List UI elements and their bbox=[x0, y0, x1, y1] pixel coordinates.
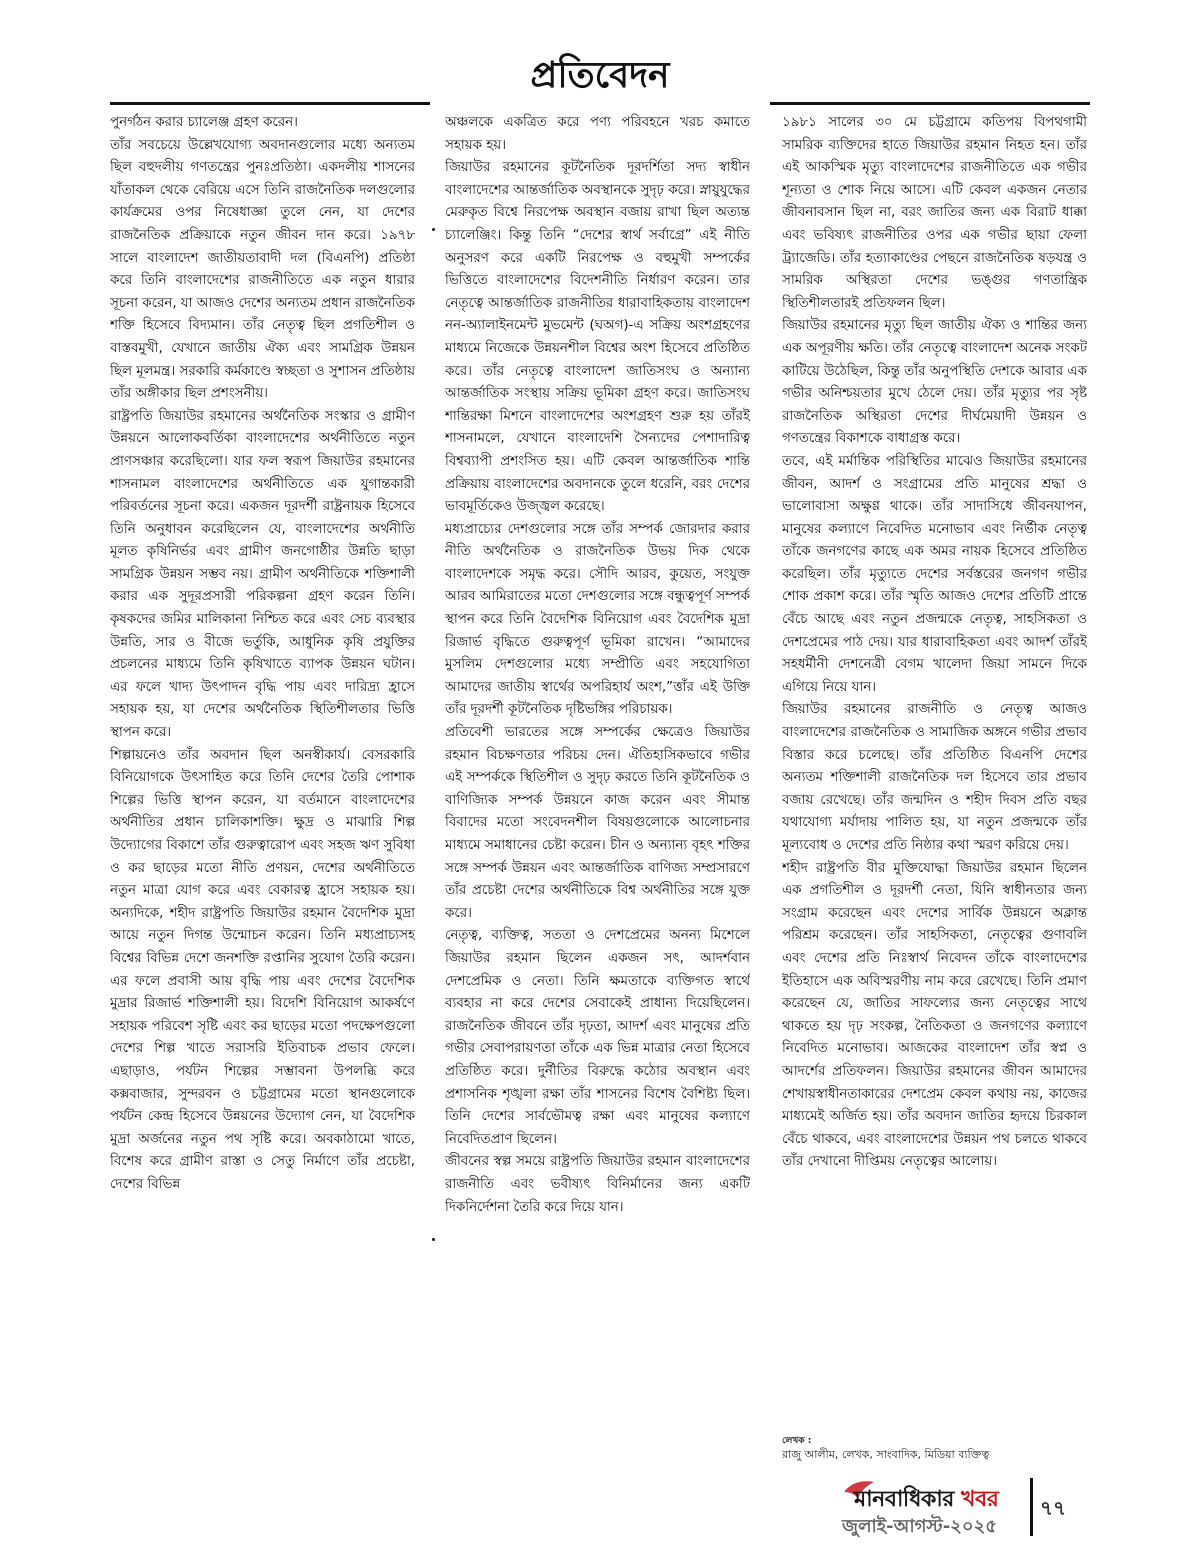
paragraph: প্রতিবেশী ভারতের সঙ্গে সম্পর্কের ক্ষেত্রেও জিয়াউর রহমান বিচক্ষণতার পরিচয় দেন। ঐতিহাসিকভাবে গভীর এই সম্পর্ককে স্থিতিশীল ও সুদৃঢ় করতে তিনি কূটনৈতিক ও বাণিজ্যিক সম্পর্ক উন্নয়নে কাজ করেন এবং সীমান্ত বিবাদের মতো সংবেদনশীল বিষয়গুলোকে আলোচনার মাধ্যমে সমাধানের চেষ্টা করেন। চীন ও অন্যান্য বৃহৎ শক্তির সঙ্গে সম্পর্ক উন্নয়ন এবং আন্তর্জাতিক বাণিজ্য সম্প্রসারণে তাঁর প্রচেষ্টা দেশের অর্থনীতিকে বিশ্ব অর্থনীতির সঙ্গে যুক্ত করে। bbox=[445, 725, 750, 921]
issue-date: জুলাই-আগস্ট-২০২৫ bbox=[842, 1516, 997, 1537]
logo-text-accent: খবর bbox=[961, 1487, 999, 1512]
paragraph: জীবনের স্বল্প সময়ে রাষ্ট্রপতি জিয়াউর রহমান বাংলাদেশের রাজনীতি এবং ভবীষ্যৎ বিনির্মানের জন্য একটি দিকনির্দেশনা তৈরি করে দিয়ে যান। bbox=[445, 1154, 750, 1215]
header-rule-right bbox=[770, 102, 1090, 105]
paragraph: রাষ্ট্রপতি জিয়াউর রহমানের অর্থনৈতিক সংস্কার ও গ্রামীণ উন্নয়নে আলোকবর্তিকা বাংলাদেশের অর্থনীতিতে নতুন প্রাণসঞ্চার করেছিলো। যার ফল স্বরূপ জিয়াউর রহমানের শাসনামল বাংলাদেশের অর্থনীতিতে এক যুগান্তকারী পরিবর্তনের সূচনা করে। একজন দূরদর্শী রাষ্ট্রনায়ক হিসেবে তিনি অনুধাবন করেছিলেন যে, বাংলাদেশের অর্থনীতি মূলত কৃষিনির্ভর এবং গ্রামীণ জনগোষ্ঠীর উন্নতি ছাড়া সামগ্রিক উন্নয়ন সম্ভব নয়। গ্রামীণ অর্থনীতিকে শক্তিশালী করার এক সুদূরপ্রসারী পরিকল্পনা গ্রহণ করেন তিনি। কৃষকদের জমির মালিকানা নিশ্চিত করে এবং সেচ ব্যবস্থার উন্নতি, সার ও বীজে ভর্তুকি, আধুনিক কৃষি প্রযুক্তির প্রচলনের মাধ্যমে তিনি কৃষিখাতে ব্যাপক উন্নয়ন ঘটান। এর ফলে খাদ্য উৎপাদন বৃদ্ধি পায় এবং দারিদ্র্য হ্রাসে সহায়ক হয়, যা দেশের অর্থনৈতিক স্থিতিশীলতার ভিত্তি স্থাপন করে। bbox=[110, 408, 415, 741]
logo-text-main: মানবাধিকার bbox=[854, 1487, 954, 1512]
paragraph: পুনর্গঠন করার চ্যালেঞ্জ গ্রহণ করেন। bbox=[110, 115, 298, 130]
article-body bbox=[110, 112, 1090, 1472]
header-rule-left bbox=[110, 102, 430, 105]
paragraph: নেতৃত্ব, ব্যক্তিত্ব, সততা ও দেশপ্রেমের অনন্য মিশেলে জিয়াউর রহমান ছিলেন একজন সৎ, আদর্শবান দেশপ্রেমিক ও নেতা। তিনি ক্ষমতাকে ব্যক্তিগত স্বার্থে ব্যবহার না করে দেশের সেবাকেই প্রাধান্য দিয়েছিলেন। রাজনৈতিক জীবনে তাঁর দৃঢ়তা, আদর্শ এবং মানুষের প্রতি গভীর সেবাপরায়ণতা তাঁকে এক ভিন্ন মাত্রার নেতা হিসেবে প্রতিষ্ঠিত করে। দুর্নীতির বিরুদ্ধে কঠোর অবস্থান এবং প্রশাসনিক শৃঙ্খলা রক্ষা তাঁর শাসনের বিশেষ বৈশিষ্ট্য ছিল। তিনি দেশের সার্বভৌমত্ব রক্ষা এবং মানুষের কল্যাণে নিবেদিতপ্রাণ ছিলেন। bbox=[445, 928, 750, 1147]
article-column-1 bbox=[110, 112, 415, 1472]
author-label: লেখক : bbox=[782, 1436, 812, 1446]
article-column-3 bbox=[782, 112, 1087, 1472]
author-credit bbox=[782, 1434, 1092, 1462]
page-header bbox=[0, 52, 1200, 108]
paragraph: জিয়াউর রহমানের কূটনৈতিক দূরদর্শিতা সদ্য স্বাধীন বাংলাদেশের আন্তর্জাতিক অবস্থানকে সুদৃঢ় করে। স্নায়ুযুদ্ধের মেরুকৃত বিশ্বে নিরপেক্ষ অবস্থান বজায় রাখা ছিল অত্যন্ত চ্যালেঞ্জিং। কিন্তু তিনি “দেশের স্বার্থ সর্বাগ্রে” এই নীতি অনুসরণ করে একটি নিরপেক্ষ ও বহুমুখী সম্পর্কের ভিত্তিতে বাংলাদেশের বিদেশনীতি নির্ধারণ করেন। তার নেতৃত্বে আন্তর্জাতিক রাজনীতির ধারাবাহিকতায় বাংলাদেশ নন-অ্যালাইনমেন্ট মুভমেন্ট (ঘঅগ)-এ সক্রিয় অংশগ্রহণের মাধ্যমে নিজেকে উন্নয়নশীল বিশ্বের অংশ হিসেবে প্রতিষ্ঠিত করে। তাঁর নেতৃত্বে বাংলাদেশ জাতিসংঘ ও অন্যান্য আন্তর্জাতিক সংস্থায় সক্রিয় ভূমিকা গ্রহণ করে। জাতিসংঘ শান্তিরক্ষা মিশনে বাংলাদেশের অংশগ্রহণ শুরু হয় তাঁরই শাসনামলে, যেখানে বাংলাদেশি সৈন্যদের পেশাদারিত্ব বিশ্বব্যাপী প্রশংসিত হয়। এটি কেবল আন্তর্জাতিক শান্তি প্রক্রিয়ায় বাংলাদেশের অবদানকে তুলে ধরেনি, বরং দেশের ভাবমূর্তিকেও উজ্জ্বল করেছে। bbox=[445, 160, 750, 515]
paragraph: তাঁর সবচেয়ে উল্লেখযোগ্য অবদানগুলোর মধ্যে অন্যতম ছিল বহুদলীয় গণতন্ত্রের পুনঃপ্রতিষ্ঠা। একদলীয় শাসনের যাঁতাকল থেকে বেরিয়ে এসে তিনি রাজনৈতিক দলগুলোর কার্যক্রমের ওপর নিষেধাজ্ঞা তুলে নেন, যা দেশের রাজনৈতিক প্রক্রিয়াকে নতুন জীবন দান করে। ১৯৭৮ সালে বাংলাদেশ জাতীয়তাবাদী দল (বিএনপি) প্রতিষ্ঠা করে তিনি বাংলাদেশের রাজনীতিতে এক নতুন ধারার সূচনা করেন, যা আজও দেশের অন্যতম প্রধান রাজনৈতিক শক্তি হিসেবে বিদ্যমান। তাঁর নেতৃত্ব ছিল প্রগতিশীল ও বাস্তবমুখী, যেখানে জাতীয় ঐক্য এবং সামগ্রিক উন্নয়ন ছিল মূলমন্ত্র। সরকারি কর্মকাণ্ডে স্বচ্ছতা ও সুশাসন প্রতিষ্ঠায় তাঁর অঙ্গীকার ছিল প্রশংসনীয়। bbox=[110, 137, 415, 402]
paragraph: জিয়াউর রহমানের রাজনীতি ও নেতৃত্ব আজও বাংলাদেশের রাজনৈতিক ও সামাজিক অঙ্গনে গভীর প্রভাব বিস্তার করে চলেছে। তাঁর প্রতিষ্ঠিত বিএনপি দেশের অন্যতম শক্তিশালী রাজনৈতিক দল হিসেবে তার প্রভাব বজায় রেখেছে। তাঁর জন্মদিন ও শহীদ দিবস প্রতি বছর যথাযোগ্য মর্যাদায় পালিত হয়, যা নতুন প্রজন্মকে তাঁর মূল্যবোধ ও দেশের প্রতি নিষ্ঠার কথা স্মরণ করিয়ে দেয়। bbox=[782, 702, 1087, 853]
paragraph: শিল্পায়নেও তাঁর অবদান ছিল অনস্বীকার্য। বেসরকারি বিনিয়োগকে উৎসাহিত করে তিনি দেশের তৈরি পোশাক শিল্পের ভিত্তি স্থাপন করেন, যা বর্তমানে বাংলাদেশের অর্থনীতির প্রধান চালিকাশক্তি। ক্ষুদ্র ও মাঝারি শিল্প উদ্যোগের বিকাশে তাঁর গুরুত্বারোপ এবং সহজ ঋণ সুবিধা ও কর ছাড়ের মতো নীতি প্রণয়ন, দেশের অর্থনীতিতে নতুন মাত্রা যোগ করে এবং বেকারত্ব হ্রাসে সহায়ক হয়। অন্যদিকে, শহীদ রাষ্ট্রপতি জিয়াউর রহমান বৈদেশিক মুদ্রা আয়ে নতুন দিগন্ত উন্মোচন করেন। তিনি মধ্যপ্রাচ্যসহ বিশ্বের বিভিন্ন দেশে জনশক্তি রপ্তানির সুযোগ তৈরি করেন। এর ফলে প্রবাসী আয় বৃদ্ধি পায় এবং দেশের বৈদেশিক মুদ্রার রিজার্ভ শক্তিশালী হয়। বিদেশি বিনিয়োগ আকর্ষণে সহায়ক পরিবেশ সৃষ্টি এবং কর ছাড়ের মতো পদক্ষেপগুলো দেশের শিল্প খাতে সরাসরি ইতিবাচক প্রভাব ফেলে। এছাড়াও, পর্যটন শিল্পের সম্ভাবনা উপলব্ধি করে কক্সবাজার, সুন্দরবন ও চট্টগ্রামের মতো স্থানগুলোকে পর্যটন কেন্দ্র হিসেবে উন্নয়নের উদ্যোগ নেন, যা বৈদেশিক মুদ্রা অর্জনের নতুন পথ সৃষ্টি করে। অবকাঠামো খাতে, বিশেষ করে গ্রামীণ রাস্তা ও সেতু নির্মাণে তাঁর প্রচেষ্টা, দেশের বিভিন্ন bbox=[110, 747, 415, 1192]
paragraph: মধ্যপ্রাচ্যের দেশগুলোর সঙ্গে তাঁর সম্পর্ক জোরদার করার নীতি অর্থনৈতিক ও রাজনৈতিক উভয় দিক থেকে বাংলাদেশকে সমৃদ্ধ করে। সৌদি আরব, কুয়েত, সংযুক্ত আরব আমিরাতের মতো দেশগুলোর সঙ্গে বন্ধুত্বপূর্ণ সম্পর্ক স্থাপন করে তিনি বৈদেশিক বিনিয়োগ এবং বৈদেশিক মুদ্রা রিজার্ভ বৃদ্ধিতে গুরুত্বপূর্ণ ভূমিকা রাখেন। “আমাদের মুসলিম দেশগুলোর মধ্যে সম্প্রীতি এবং সহযোগিতা আমাদের জাতীয় স্বার্থের অপরিহার্য অংশ,”ত্তাঁর এই উক্তি তাঁর দূরদর্শী কূটনৈতিক দৃষ্টিভঙ্গির পরিচায়ক। bbox=[445, 521, 750, 718]
print-speck bbox=[432, 228, 435, 231]
page-title: প্রতিবেদন bbox=[530, 55, 670, 96]
paragraph: ১৯৮১ সালের ৩০ মে চট্টগ্রামে কতিপয় বিপথগামী সামরিক ব্যক্তিদের হাতে জিয়াউর রহমান নিহত হন। তাঁর এই আকস্মিক মৃত্যু বাংলাদেশের রাজনীতিতে এক গভীর শূন্যতা ও শোক নিয়ে আসে। এটি কেবল একজন নেতার জীবনাবসান ছিল না, বরং জাতির জন্য এক বিরাট ধাক্কা এবং ভবিষ্যৎ রাজনীতির ওপর এক গভীর ছায়া ফেলা ট্র্যাজেডি। তাঁর হত্যাকাণ্ডের পেছনে রাজনৈতিক ষড়যন্ত্র ও সামরিক অস্থিরতা দেশের ভঙ্গুর গণতান্ত্রিক স্থিতিশীলতারই প্রতিফলন ছিল। bbox=[782, 115, 1087, 311]
article-column-2 bbox=[445, 112, 750, 1472]
magazine-logo bbox=[842, 1478, 1020, 1516]
paragraph: শহীদ রাষ্ট্রপতি বীর মুক্তিযোদ্ধা জিয়াউর রহমান ছিলেন এক প্রগতিশীল ও দূরদর্শী নেতা, যিনি স্বাধীনতার জন্য সংগ্রাম করেছেন এবং দেশের সার্বিক উন্নয়নে অক্লান্ত পরিশ্রম করেছেন। তাঁর সাহসিকতা, নেতৃত্বের গুণাবলি এবং দেশের প্রতি নিঃস্বার্থ নিবেদন তাঁকে বাংলাদেশের ইতিহাসে এক অবিস্মরণীয় নাম করে রেখেছে। তিনি প্রমাণ করেছেন যে, জাতির সাফল্যের জন্য নেতৃত্বের সাথে থাকতে হয় দৃঢ় সংকল্প, নৈতিকতা ও জনগণের কল্যাণে নিবেদিত মনোভাব। আজকের বাংলাদেশ তাঁর স্বপ্ন ও আদর্শের প্রতিফলন। জিয়াউর রহমানের জীবন আমাদের শেখায়স্বাধীনতাকারের দেশপ্রেম কেবল কথায় নয়, কাজের মাধ্যমেই অর্জিত হয়। তাঁর অবদান জাতির হৃদয়ে চিরকাল বেঁচে থাকবে, এবং বাংলাদেশের উন্নয়ন পথ চলতে থাকবে তাঁর দেখানো দীপ্তিময় নেতৃত্বের আলোয়। bbox=[782, 860, 1087, 1170]
author-name: রাজু আলীম, লেখক, সাংবাদিক, মিডিয়া ব্যক্তিত্ব bbox=[782, 1448, 990, 1461]
print-speck bbox=[432, 1238, 435, 1241]
paragraph: জিয়াউর রহমানের মৃত্যু ছিল জাতীয় ঐক্য ও শান্তির জন্য এক অপূরণীয় ক্ষতি। তাঁর নেতৃত্বে বাংলাদেশ অনেক সংকট কাটিয়ে উঠেছিল, কিন্তু তাঁর অনুপস্থিতি দেশকে আবার এক গভীর অনিশ্চয়তার মুখে ঠেলে দেয়। তাঁর মৃত্যুর পর সৃষ্ট রাজনৈতিক অস্থিরতা দেশের দীর্ঘমেয়াদী উন্নয়ন ও গণতন্ত্রের বিকাশকে বাধাগ্রস্ত করে। bbox=[782, 318, 1087, 447]
paragraph: অঞ্চলকে একত্রিত করে পণ্য পরিবহনে খরচ কমাতে সহায়ক হয়। bbox=[445, 115, 750, 153]
paragraph: তবে, এই মর্মান্তিক পরিস্থিতির মাঝেও জিয়াউর রহমানের জীবন, আদর্শ ও সংগ্রামের প্রতি মানুষের শ্রদ্ধা ও ভালোবাসা অক্ষুণ্ণ থাকে। তাঁর সাদাসিধে জীবনযাপন, মানুষের কল্যাণে নিবেদিত মনোভাব এবং নির্ভীক নেতৃত্ব তাঁকে জনগণের কাছে এক অমর নায়ক হিসেবে প্রতিষ্ঠিত করেছিল। তাঁর মৃত্যুতে দেশের সর্বস্তরের জনগণ গভীর শোক প্রকাশ করে। তাঁর স্মৃতি আজও দেশের প্রতিটি প্রান্তে বেঁচে আছে এবং নতুন প্রজন্মকে নেতৃত্ব, সাহসিকতা ও দেশপ্রেমের পাঠ দেয়। যার ধারাবাহিকতা এবং আদর্শ তাঁরই সহধর্মীনী দেশনেত্রী বেগম খালেদা জিয়া সামনে দিকে এগিয়ে নিয়ে যান। bbox=[782, 453, 1087, 695]
page-number: ৭৭ bbox=[1040, 1496, 1067, 1520]
footer-divider bbox=[1030, 1478, 1033, 1536]
